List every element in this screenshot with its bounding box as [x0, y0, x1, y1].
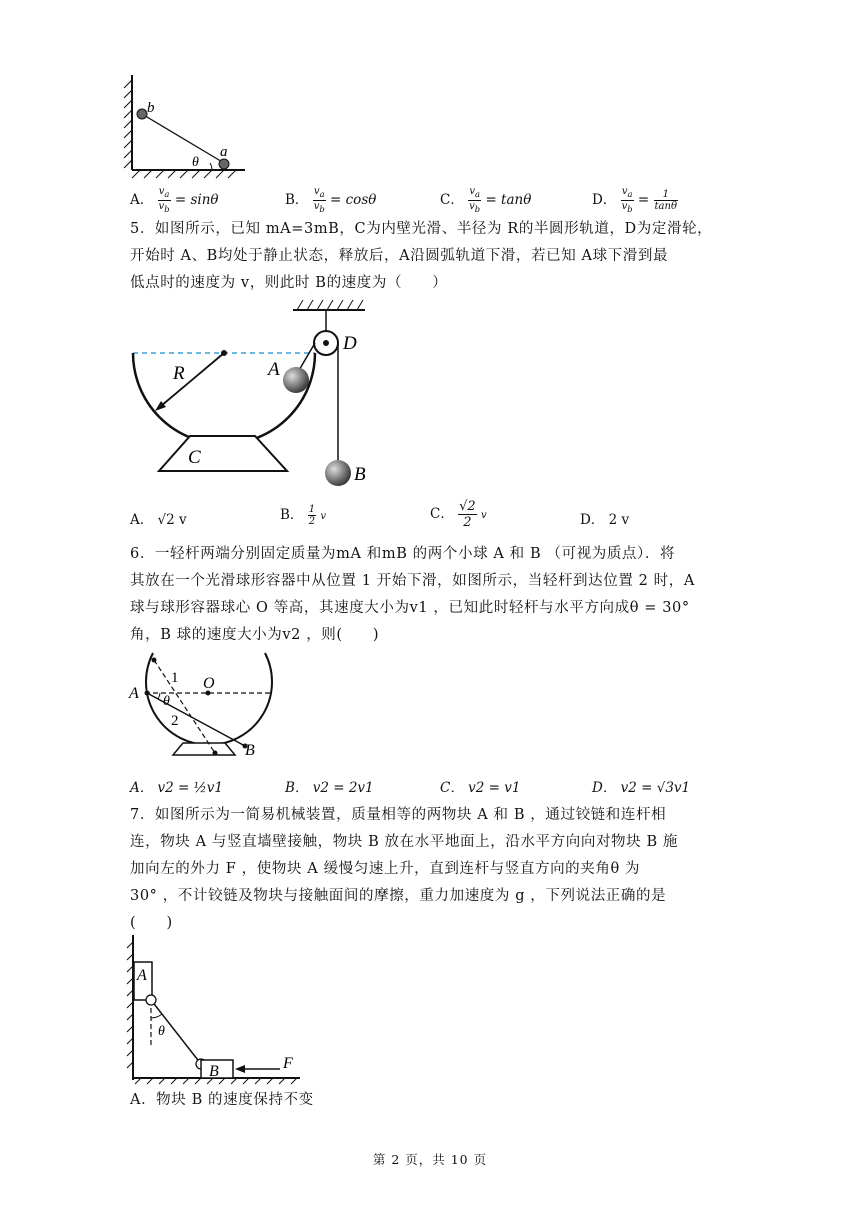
- q6-line-2: 其放在一个光滑球形容器中从位置 1 开始下滑，如图所示，当轻杆到达位置 2 时，A: [130, 573, 695, 589]
- q6-label-O: O: [203, 675, 215, 692]
- q5-label-R: R: [173, 363, 185, 384]
- q5-label-D: D: [343, 333, 357, 354]
- q7-label-A: A: [137, 967, 147, 984]
- q6-figure: [125, 643, 285, 763]
- q7-stem: [130, 802, 730, 937]
- q5-option-d[interactable]: D． 2 v: [580, 512, 630, 528]
- q5-line-2: 开始时 A、B均处于静止状态，释放后，A沿圆弧轨道下滑，若已知 A球下滑到最: [130, 248, 669, 264]
- q4-option-d[interactable]: D． $\frac{v_a}{v_b}$ = $\frac{1}{\tan\theta}$: [592, 186, 677, 214]
- q5-option-c[interactable]: C． $\frac{√2}{2}$ v: [430, 499, 487, 530]
- q4-option-c[interactable]: C． $\frac{v_a}{v_b}$ = tanθ: [440, 186, 532, 214]
- q7-label-B: B: [209, 1063, 219, 1080]
- q5-option-a[interactable]: A． √2 v: [130, 512, 187, 528]
- q6-option-d[interactable]: D． v2 = √3v1: [592, 780, 691, 796]
- q4-label-a: a: [220, 144, 228, 160]
- q4-option-a[interactable]: A． $\frac{v_a}{v_b}$ = sinθ: [130, 186, 219, 214]
- q5-label-B: B: [354, 464, 366, 485]
- q6-line-4: 角，B 球的速度大小为v2 ，则( ): [130, 627, 380, 643]
- q7-option-a[interactable]: A．物块 B 的速度保持不变: [130, 1092, 314, 1108]
- q6-label-theta: θ: [163, 694, 170, 709]
- q4-option-b[interactable]: B． $\frac{v_a}{v_b}$ = cosθ: [285, 186, 377, 214]
- q6-line-1: 6．一轻杆两端分别固定质量为mA 和mB 的两个小球 A 和 B （可视为质点）．将: [130, 546, 676, 562]
- q4-figure: [120, 70, 260, 180]
- q7-label-F: F: [283, 1055, 293, 1072]
- q5-figure: [125, 295, 385, 495]
- q7-figure: [125, 930, 315, 1090]
- q7-line-3: 加向左的外力 F ，使物块 A 缓慢匀速上升，直到连杆与竖直方向的夹角θ 为: [130, 861, 641, 877]
- q7-line-1: 7．如图所示为一简易机械装置，质量相等的两物块 A 和 B ，通过铰链和连杆相: [130, 807, 667, 823]
- q7-line-2: 连，物块 A 与竖直墙壁接触，物块 B 放在水平地面上，沿水平方向向对物块 B 施: [130, 834, 679, 850]
- q5-line-1: 5．如图所示，已知 mA=3mB，C为内壁光滑、半径为 R的半圆形轨道，D为定滑轮，: [130, 221, 713, 237]
- q6-stem: [130, 541, 730, 649]
- q7-label-theta: θ: [158, 1024, 165, 1039]
- q4-label-b: b: [147, 100, 155, 116]
- q5-stem: [130, 216, 730, 297]
- q6-label-A: A: [129, 685, 139, 702]
- q6-option-c[interactable]: C． v2 = v1: [440, 780, 521, 796]
- page-footer: 第 2 页，共 10 页: [372, 1152, 488, 1167]
- q6-label-B: B: [245, 742, 255, 759]
- q6-label-1: 1: [171, 670, 179, 686]
- q5-label-A: A: [268, 359, 280, 380]
- q5-line-3: 低点时的速度为 v，则此时 B的速度为（ ）: [130, 275, 448, 291]
- q6-label-2: 2: [171, 713, 179, 729]
- q5-label-C: C: [188, 447, 201, 468]
- q6-option-b[interactable]: B． v2 = 2v1: [285, 780, 374, 796]
- q5-option-b[interactable]: B． $\frac{1}{2}$ v: [280, 504, 327, 527]
- q6-line-3: 球与球形容器球心 O 等高，其速度大小为v1 ，已知此时轻杆与水平方向成θ = 30°: [130, 600, 690, 616]
- q7-line-5: ( ): [130, 915, 173, 931]
- q6-option-a[interactable]: A． v2 = ½v1: [130, 780, 223, 796]
- q7-line-4: 30° ，不计铰链及物块与接触面间的摩擦，重力加速度为 g ，下列说法正确的是: [130, 888, 667, 904]
- q4-label-theta: θ: [192, 155, 199, 170]
